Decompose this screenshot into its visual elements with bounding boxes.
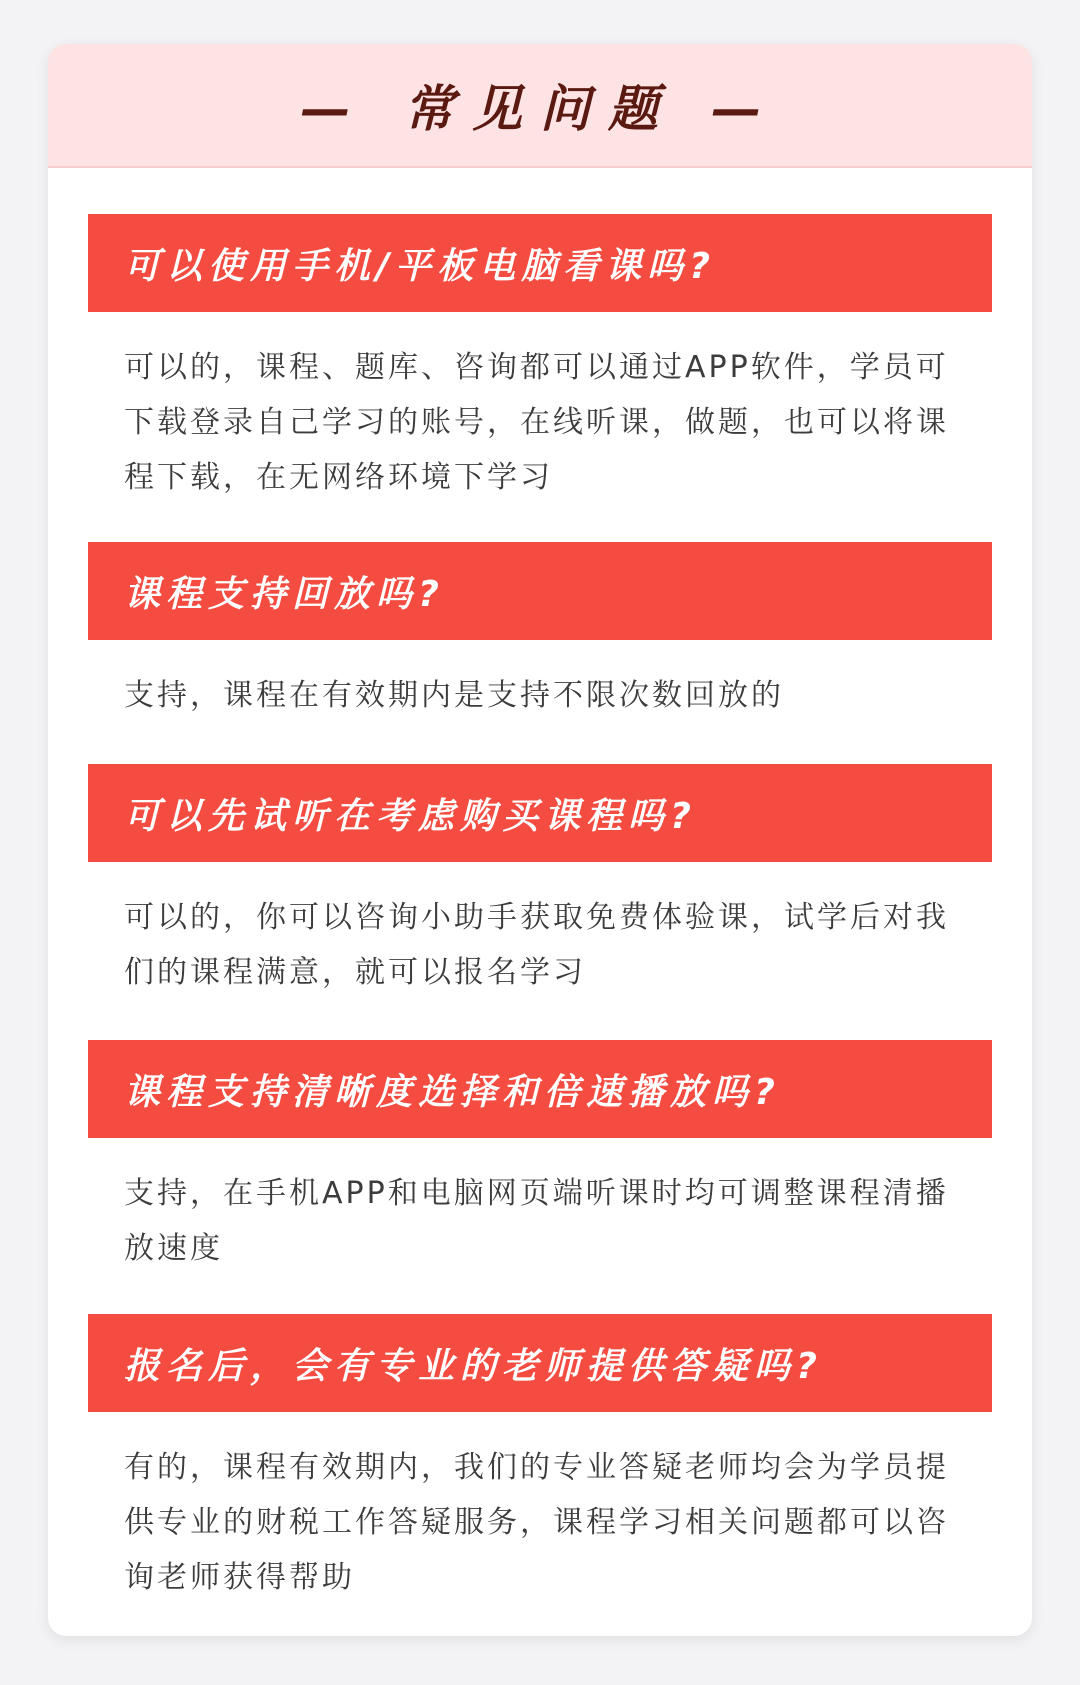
faq-answer: 有的，课程有效期内，我们的专业答疑老师均会为学员提供专业的财税工作答疑服务，课程学习相关问题都可以咨询老师获得帮助 [124,1450,949,1595]
faq-answer: 支持，在手机APP和电脑网页端听课时均可调整课程清播放速度 [124,1176,949,1266]
faq-question: 可以使用手机/平板电脑看课吗? [124,245,717,287]
faq-question: 课程支持清晰度选择和倍速播放吗? [124,1071,781,1113]
faq-question-bar [88,1040,992,1138]
faq-answer: 可以的，课程、题库、咨询都可以通过APP软件，学员可下载登录自己学习的账号，在线听课，做题，也可以将课程下载，在无网络环境下学习 [124,350,949,495]
faq-question: 可以先试听在考虑购买课程吗? [124,795,697,837]
faq-answer: 支持，课程在有效期内是支持不限次数回放的 [124,678,784,713]
faq-item [88,1314,992,1605]
faq-item [88,764,992,1000]
faq-question: 报名后，会有专业的老师提供答疑吗? [124,1345,823,1387]
faq-item [88,214,992,505]
faq-item [88,1040,992,1276]
faq-header [48,44,1032,168]
faq-question-bar [88,214,992,312]
faq-question: 课程支持回放吗? [124,573,445,615]
faq-card [48,44,1032,1636]
faq-question-bar [88,1314,992,1412]
faq-item [88,542,992,723]
page-title: — 常见问题 — [300,80,780,138]
faq-question-bar [88,542,992,640]
faq-question-bar [88,764,992,862]
faq-answer: 可以的，你可以咨询小助手获取免费体验课，试学后对我们的课程满意，就可以报名学习 [124,900,949,990]
